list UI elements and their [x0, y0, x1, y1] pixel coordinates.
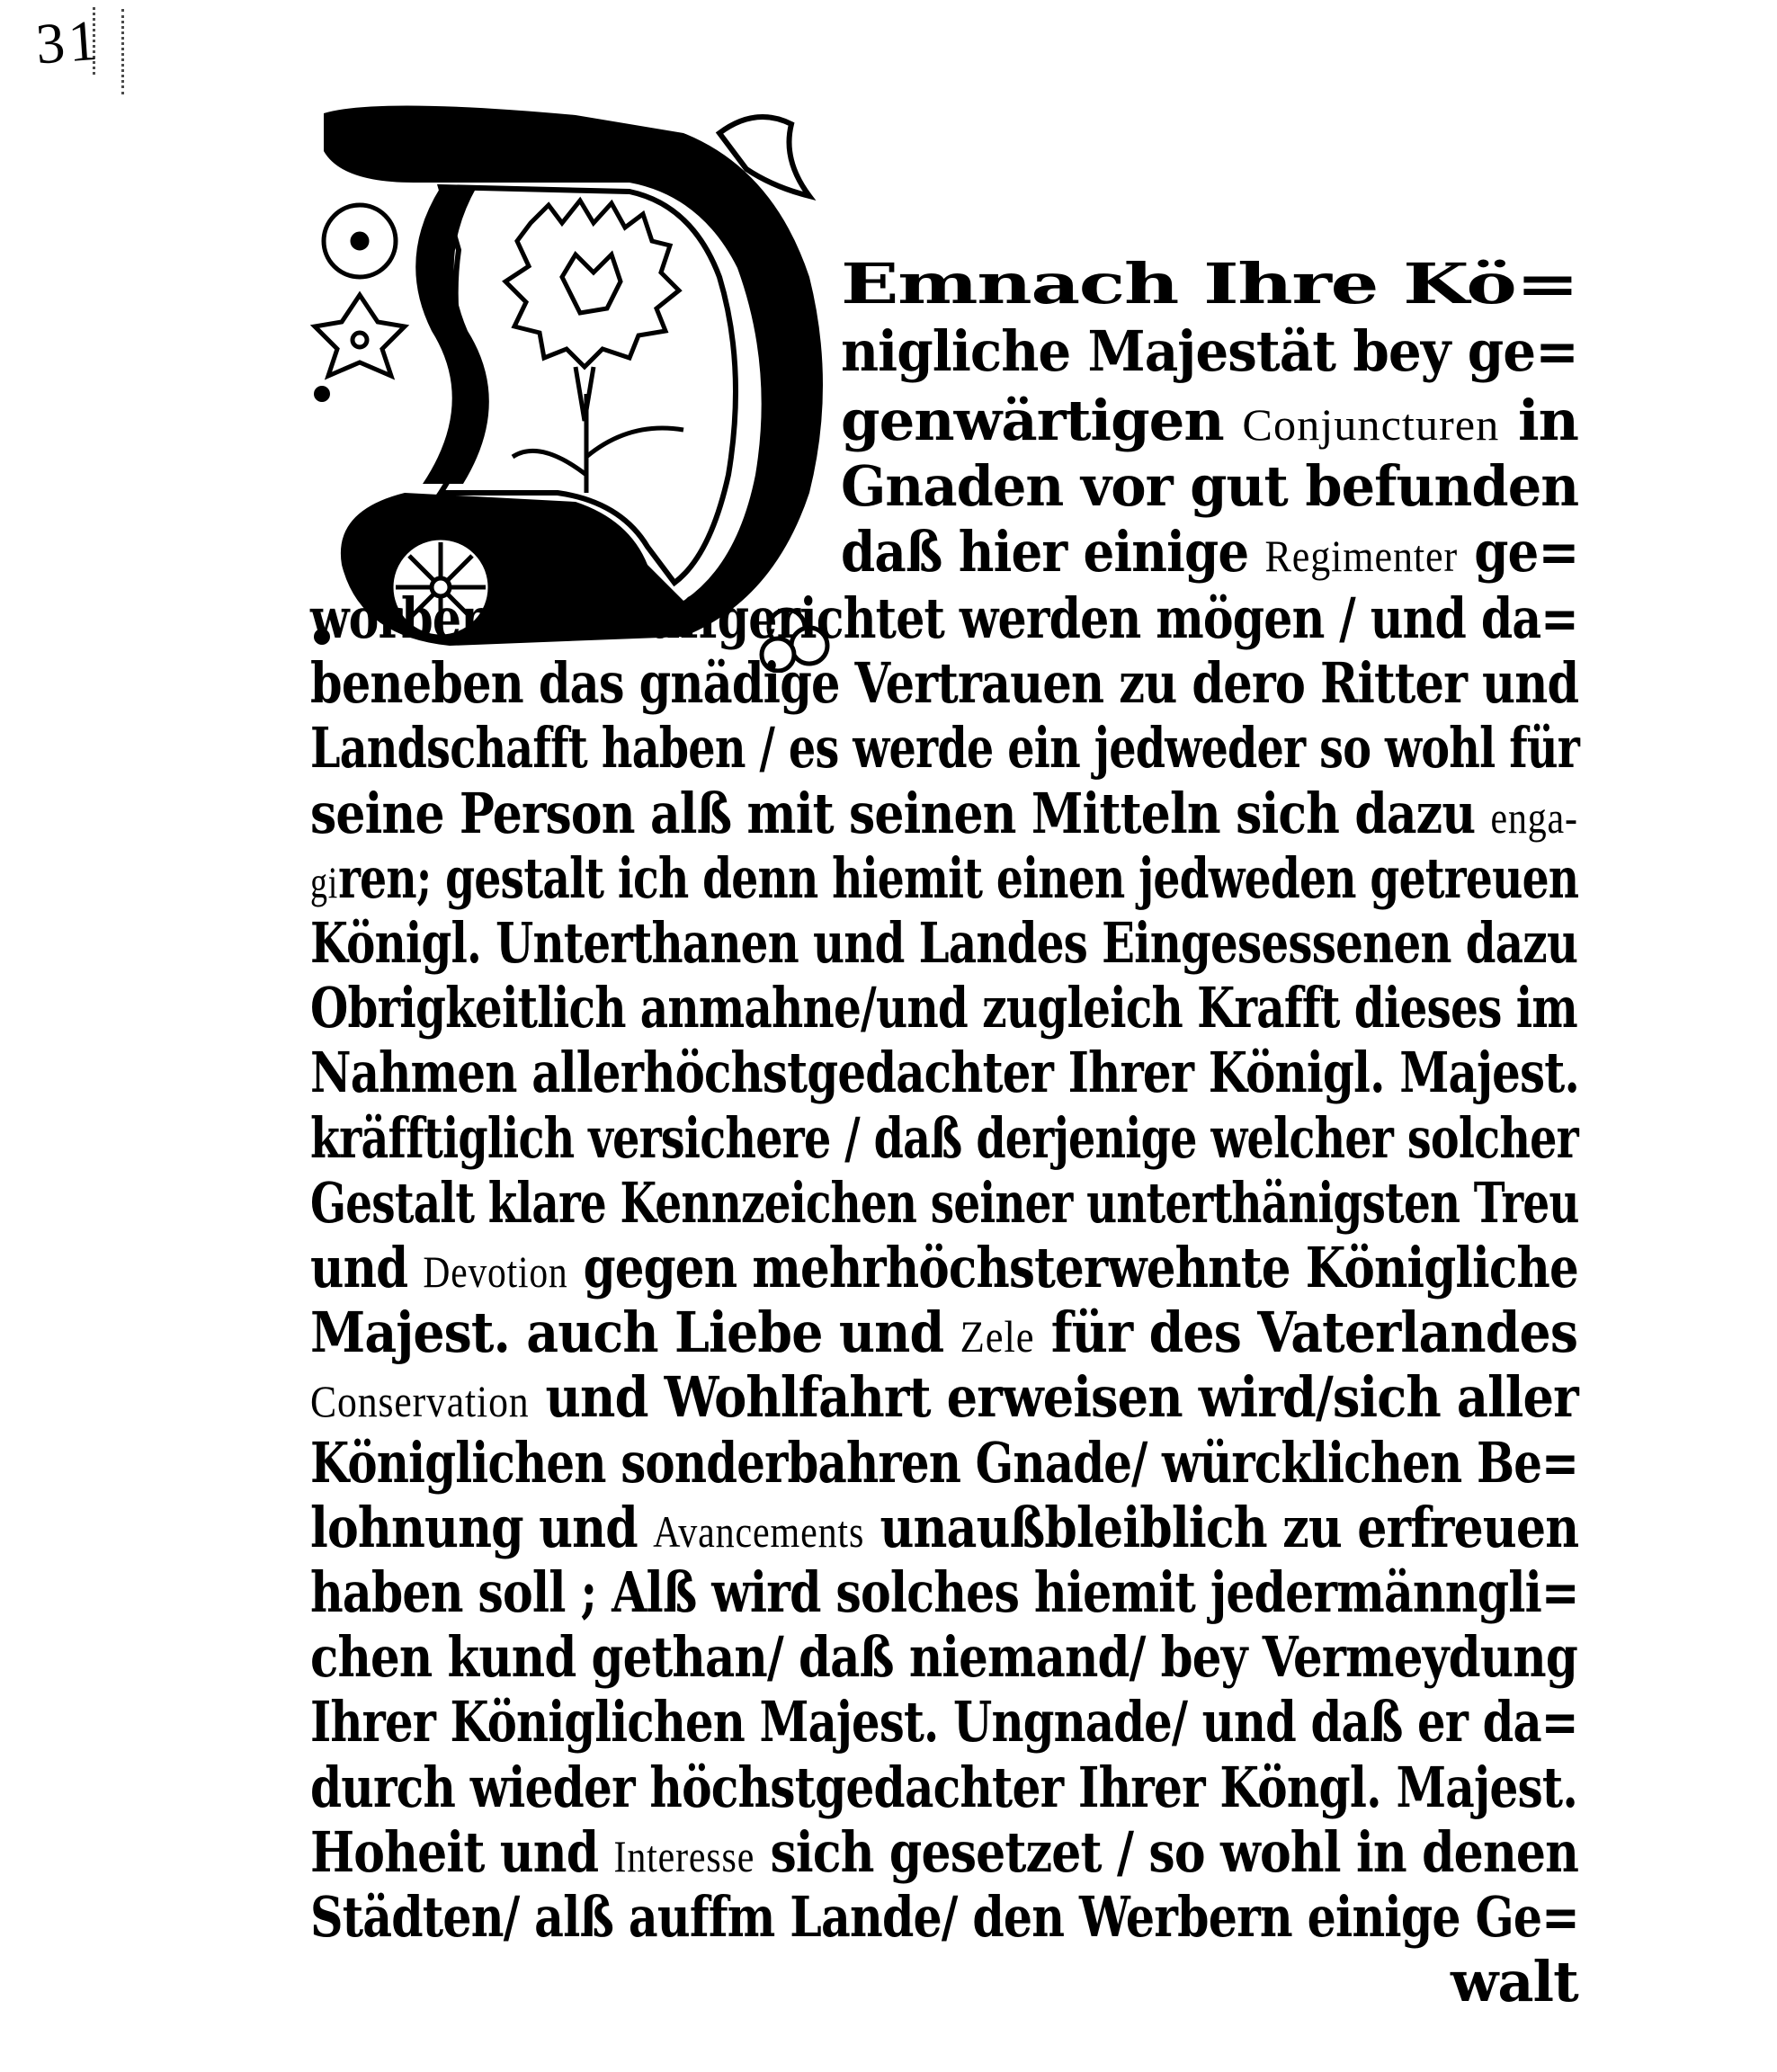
text-line: [310, 1365, 1578, 1433]
fraktur-text: gegen mehrhöchsterwehnte Königliche: [567, 1235, 1578, 1300]
latin-word: Conservation: [310, 1376, 530, 1427]
fraktur-text: für des Vaterlandes: [1034, 1299, 1578, 1366]
text-line: [310, 1625, 1577, 1690]
latin-word: Interesse: [613, 1830, 755, 1881]
latin-word: enga-: [1490, 791, 1578, 843]
fraktur-text: nigliche Majestät bey ge=: [841, 318, 1578, 384]
text-line: [310, 716, 1579, 781]
margin-annotation: [121, 9, 138, 94]
fraktur-text: und: [310, 1235, 424, 1300]
fraktur-text: Gnaden vor gut befunden: [841, 453, 1579, 519]
text-line: [310, 1560, 1579, 1625]
text-line: [310, 976, 1577, 1040]
fraktur-text: und Wohlfahrt erweisen wird/sich aller: [529, 1364, 1578, 1431]
fraktur-text: Majest. auch Liebe und: [310, 1299, 960, 1366]
text-line: [310, 1171, 1579, 1236]
text-line: [310, 1690, 1578, 1755]
fraktur-text: worben und auffgerichtet werden mögen / und da=: [310, 585, 1578, 651]
fraktur-text: walt: [1451, 1949, 1578, 2015]
fraktur-text: lohnung und: [310, 1494, 654, 1560]
latin-word: Regimenter: [1264, 531, 1459, 581]
text-line: [841, 319, 1578, 384]
text-line: [310, 781, 1578, 850]
page-number: 31: [33, 7, 103, 76]
text-line: [310, 846, 1578, 915]
fraktur-text: chen kund gethan/ daß niemand/ bey Vermeydung: [310, 1624, 1577, 1691]
fraktur-text: kräfftiglich versichere / daß derjenige welcher solcher: [310, 1104, 1578, 1171]
fraktur-text: Obrigkeitlich anmahne/und zugleich Krafft dieses im: [310, 975, 1577, 1041]
text-line: [841, 252, 1578, 317]
fraktur-text: beneben das gnädige Vertrauen zu dero Ritter und: [310, 650, 1579, 717]
fraktur-text: daß hier einige: [841, 519, 1265, 585]
latin-word: Devotion: [423, 1246, 568, 1297]
fraktur-text: Städten/ alß auffm Lande/ den Werbern einige Ge=: [310, 1884, 1579, 1950]
latin-word: gi: [310, 856, 339, 907]
fraktur-text: Landschafft haben / es werde ein jedweder so wohl für: [310, 715, 1580, 781]
fraktur-text: genwärtigen: [841, 388, 1243, 453]
fraktur-text: Emnach Ihre Kö=: [841, 251, 1578, 317]
fraktur-text: haben soll ; Alß wird solches hiemit jedermänngli=: [310, 1559, 1579, 1625]
text-line: [310, 1040, 1579, 1105]
margin-annotation: [93, 7, 104, 75]
text-line: [310, 1820, 1578, 1889]
text-line: [310, 1236, 1578, 1304]
text-line: [841, 454, 1578, 519]
fraktur-text: Königl. Unterthanen und Landes Eingesessenen dazu: [310, 910, 1578, 976]
text-line: [310, 911, 1577, 976]
text-line: [310, 1496, 1578, 1564]
fraktur-text: Königlichen sonderbahren Gnade/ würcklichen Be=: [310, 1429, 1579, 1496]
text-line: [310, 1300, 1577, 1369]
fraktur-text: seine Person alß mit seinen Mitteln sich dazu: [310, 780, 1491, 846]
fraktur-text: in: [1499, 388, 1579, 453]
text-line: [841, 388, 1578, 457]
fraktur-text: Ihrer Königlichen Majest. Ungnade/ und daß er da=: [310, 1689, 1578, 1755]
text-line: [310, 1885, 1579, 1950]
text-line: [841, 520, 1578, 588]
text-line: [310, 1755, 1577, 1820]
fraktur-text: sich gesetzet / so wohl in denen: [755, 1818, 1579, 1885]
text-line: [310, 1431, 1578, 1496]
fraktur-text: Hoheit und: [310, 1818, 614, 1885]
fraktur-text: unaußbleiblich zu erfreuen: [864, 1494, 1579, 1560]
latin-word: Zele: [960, 1311, 1035, 1362]
text-line: [310, 1106, 1578, 1171]
text-line: [310, 586, 1578, 651]
fraktur-text: Nahmen allerhöchstgedachter Ihrer Königl. Majest.: [310, 1040, 1579, 1106]
fraktur-text: ren; gestalt ich denn hiemit einen jedweden getreuen: [338, 844, 1579, 911]
latin-word: Avancements: [653, 1505, 865, 1557]
fraktur-text: Gestalt klare Kennzeichen seiner unterthänigsten Treu: [310, 1169, 1579, 1236]
fraktur-text: ge=: [1458, 519, 1579, 585]
text-line: [310, 651, 1578, 716]
text-line: [1451, 1950, 1578, 2014]
fraktur-text: durch wieder höchstgedachter Ihrer Köngl. Majest.: [310, 1754, 1577, 1820]
latin-word: Conjuncturen: [1242, 399, 1500, 450]
